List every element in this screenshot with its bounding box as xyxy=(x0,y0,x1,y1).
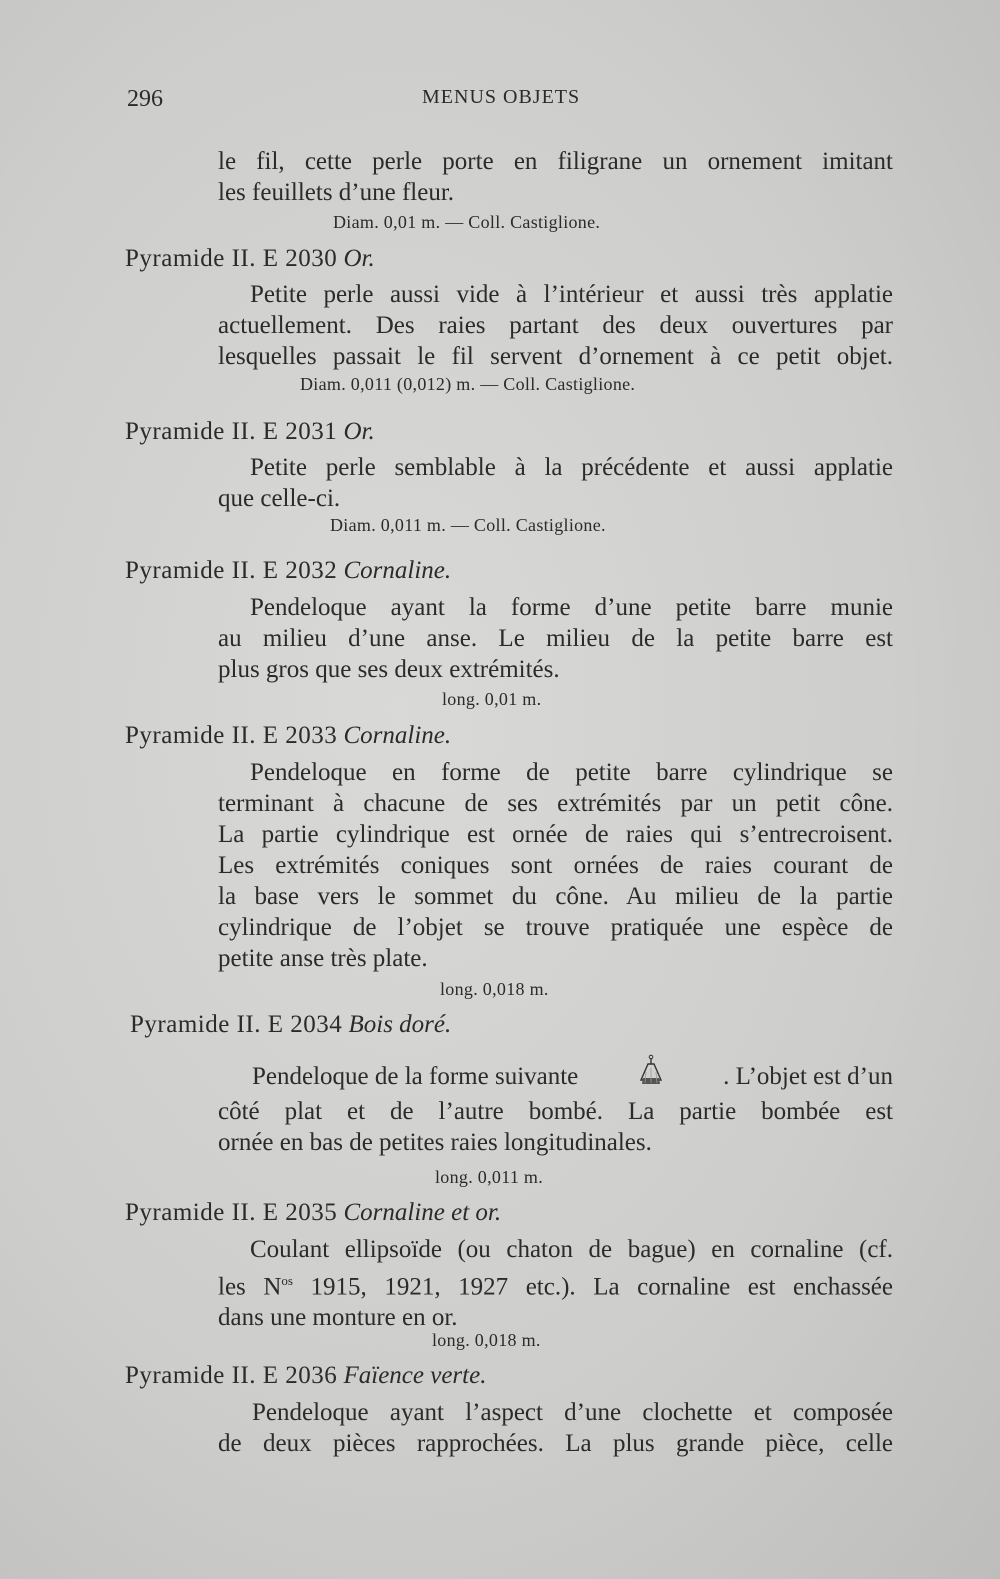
entry-material: Faïence verte. xyxy=(343,1362,487,1389)
entry-description-2036 xyxy=(218,1397,893,1459)
entry-heading-2032 xyxy=(125,557,451,585)
entry-heading-2035 xyxy=(125,1199,501,1227)
text-line: le fil, cette perle porte en filigrane un ornement imitant xyxy=(218,148,893,175)
text-line: Petite perle aussi vide à l’intérieur et aussi très applatie xyxy=(250,281,893,308)
entry-description-2030 xyxy=(218,279,893,372)
text-line: La partie cylindrique est ornée de raies qui s’entrecroisent. xyxy=(218,821,893,848)
measurement-note: long. 0,011 m. xyxy=(435,1167,544,1187)
measurement-note: long. 0,018 m. xyxy=(432,1330,541,1350)
text-line-with-figure xyxy=(218,1056,893,1096)
entry-description-2031 xyxy=(218,452,893,514)
entry-number: Pyramide II. E 2034 xyxy=(130,1011,343,1038)
entry-material: Cornaline et or. xyxy=(343,1199,502,1226)
entry-heading-2030 xyxy=(125,245,375,273)
entry-number: Pyramide II. E 2031 xyxy=(125,418,338,445)
entry-number: Pyramide II. E 2030 xyxy=(125,245,338,272)
text-line: ornée en bas de petites raies longitudinales. xyxy=(218,1129,652,1156)
text-fragment: 1915, 1921, 1927 etc.). La cornaline est enchassée xyxy=(292,1273,893,1301)
page-number: 296 xyxy=(127,86,163,112)
pendant-figure-icon xyxy=(634,1054,668,1098)
text-line: plus gros que ses deux extrémités. xyxy=(218,656,560,683)
measurement-note: Diam. 0,011 (0,012) m. — Coll. Castiglione. xyxy=(300,374,636,394)
measurement-note: Diam. 0,01 m. — Coll. Castiglione. xyxy=(333,212,601,232)
text-line: de deux pièces rapprochées. La plus grande pièce, celle xyxy=(218,1430,893,1457)
entry-number: Pyramide II. E 2035 xyxy=(125,1199,338,1226)
text-line: au milieu d’une anse. Le milieu de la petite barre est xyxy=(218,625,893,652)
entry-number: Pyramide II. E 2036 xyxy=(125,1362,338,1389)
running-title: MENUS OBJETS xyxy=(422,86,581,108)
entry-number: Pyramide II. E 2033 xyxy=(125,722,338,749)
measurement-note: long. 0,01 m. xyxy=(442,689,542,709)
text-line: terminant à chacune de ses extrémités par un petit cône. xyxy=(218,790,893,817)
text-fragment: Pendeloque de la forme suivante xyxy=(252,1062,579,1090)
text-line: Pendeloque ayant l’aspect d’une clochette et composée xyxy=(252,1399,893,1426)
text-line: dans une monture en or. xyxy=(218,1304,458,1332)
text-line: la base vers le sommet du cône. Au milieu de la partie xyxy=(218,883,893,910)
text-line: que celle-ci. xyxy=(218,485,341,512)
text-line: actuellement. Des raies partant des deux ouvertures par xyxy=(218,312,893,339)
entry-heading-2031 xyxy=(125,418,375,446)
text-line: Coulant ellipsoïde (ou chaton de bague) en cornaline (cf. xyxy=(250,1236,893,1263)
text-line: Pendeloque en forme de petite barre cylindrique se xyxy=(250,759,893,786)
entry-material: Cornaline. xyxy=(343,722,452,749)
text-line: Petite perle semblable à la précédente et aussi applatie xyxy=(250,454,893,481)
entry-description-2032 xyxy=(218,592,893,685)
text-line: cylindrique de l’objet se trouve pratiquée une espèce de xyxy=(218,914,893,941)
text-line: petite anse très plate. xyxy=(218,945,428,972)
measurement-note: Diam. 0,011 m. — Coll. Castiglione. xyxy=(330,515,606,535)
entry-material: Or. xyxy=(343,245,375,272)
entry-description-2035 xyxy=(218,1234,893,1333)
entry-heading-2036 xyxy=(125,1362,486,1390)
entry-material: Bois doré. xyxy=(348,1011,452,1038)
text-fragment: les N xyxy=(218,1273,282,1301)
intro-paragraph xyxy=(218,146,893,208)
text-line: Pendeloque ayant la forme d’une petite barre munie xyxy=(250,594,893,621)
measurement-note: long. 0,018 m. xyxy=(440,979,549,999)
text-line: lesquelles passait le fil servent d’ornement à ce petit objet. xyxy=(218,343,893,370)
entry-number: Pyramide II. E 2032 xyxy=(125,557,338,584)
entry-heading-2033 xyxy=(125,722,451,750)
text-fragment: . L’objet est d’un xyxy=(723,1062,893,1090)
text-line: côté plat et de l’autre bombé. La partie bombée est xyxy=(218,1098,893,1125)
entry-description-2033 xyxy=(218,757,893,974)
text-line: les feuillets d’une fleur. xyxy=(218,179,455,206)
entry-heading-2034 xyxy=(130,1011,451,1039)
entry-description-2034 xyxy=(218,1056,893,1158)
entry-material: Or. xyxy=(343,418,375,445)
superscript: os xyxy=(281,1273,293,1288)
entry-material: Cornaline. xyxy=(343,557,452,584)
text-line: Les extrémités coniques sont ornées de raies courant de xyxy=(218,852,893,879)
text-line-with-superscript xyxy=(218,1265,893,1302)
